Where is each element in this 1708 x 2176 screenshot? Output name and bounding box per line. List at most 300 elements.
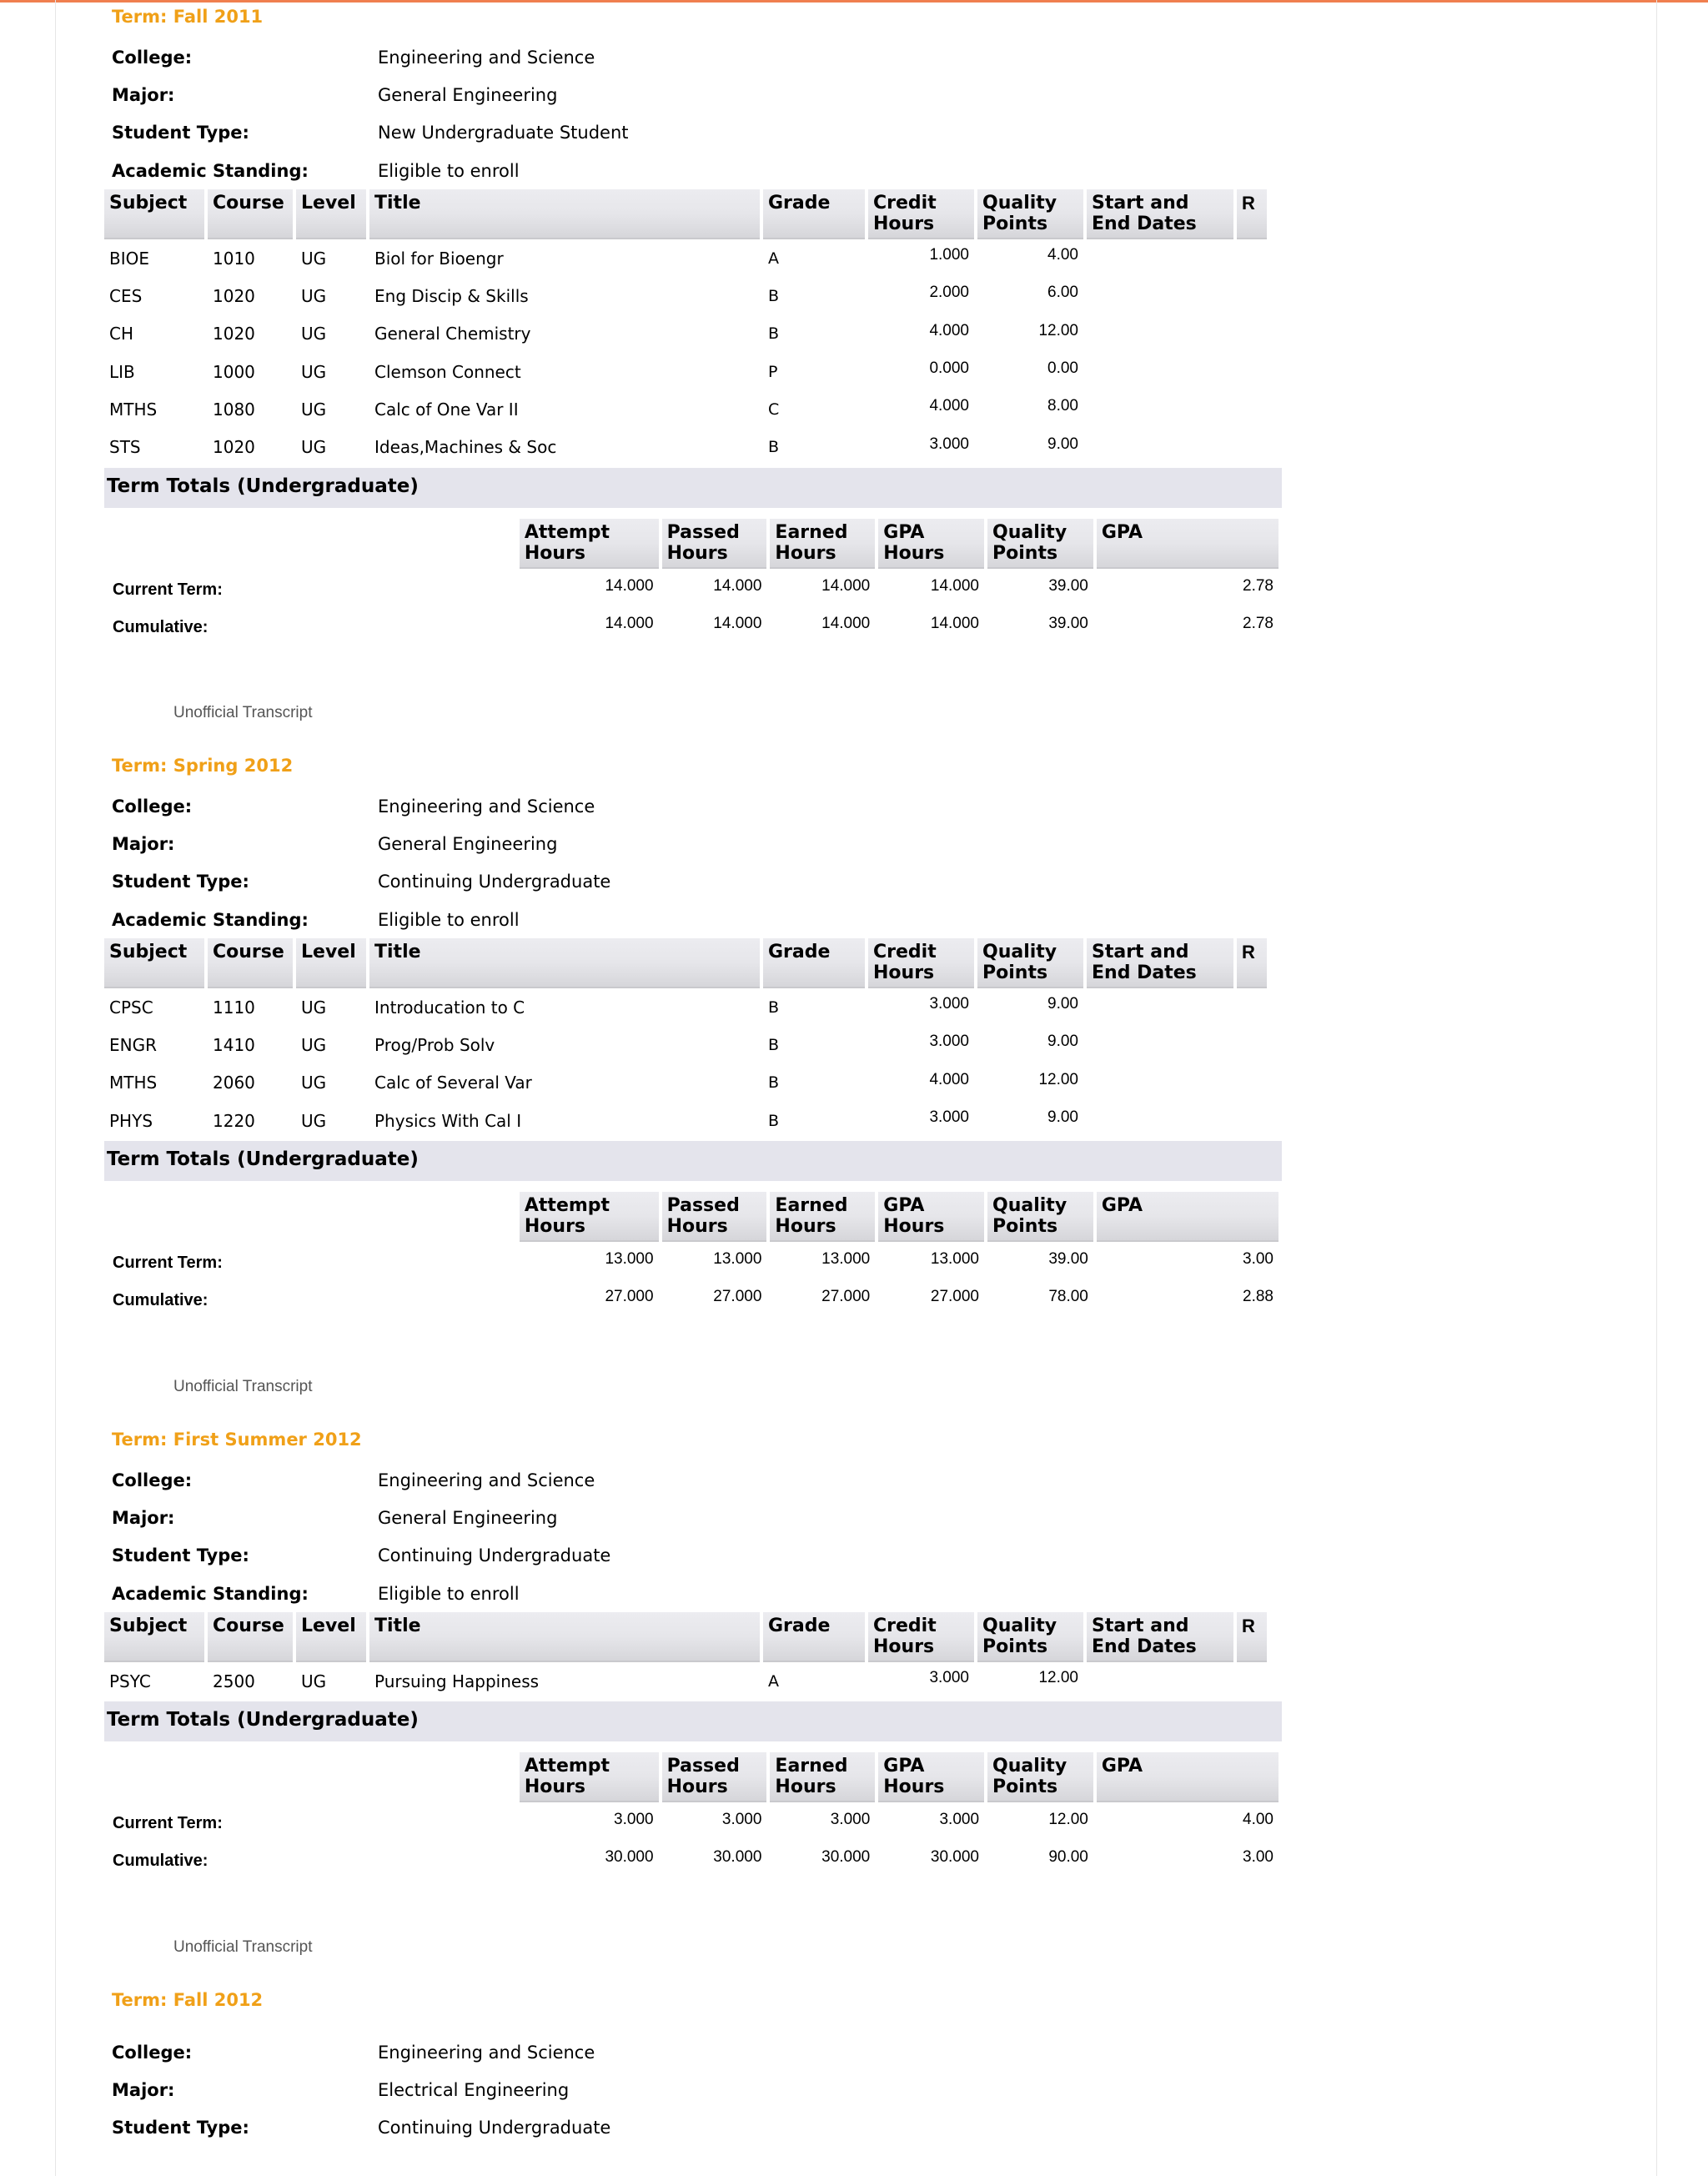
header-text: Passed [666,1195,740,1217]
info-label: Academic Standing: [112,1583,309,1604]
unofficial-transcript-note: Unofficial Transcript [173,1378,313,1395]
info-label: Major: [112,1507,175,1528]
totals-header-blank [104,1752,516,1802]
cell-quality: 12.00 [1038,321,1078,339]
cell-grade: C [768,400,780,420]
col-header-grade [763,189,865,239]
unofficial-transcript-note: Unofficial Transcript [173,704,313,721]
header-text: Hours [873,1636,935,1658]
header-text: Hours [883,1216,945,1238]
cell-course: 2060 [213,1073,255,1093]
info-value: General Engineering [378,833,558,854]
totals-row-label: Cumulative: [113,1852,208,1871]
header-text: Grade [768,942,831,963]
header-text: Level [301,193,356,214]
totals-attempt: 30.000 [605,1848,654,1867]
cell-grade: A [768,249,779,268]
totals-row-label: Cumulative: [113,1291,208,1310]
term-totals-heading: Term Totals (Undergraduate) [104,468,1282,508]
cell-empty [1237,239,1267,277]
cell-level: UG [301,1110,327,1131]
term-title: Term: Spring 2012 [112,756,294,776]
info-row-student-type [104,114,1282,152]
info-row-student-type [104,1537,1282,1575]
cell-course: 1000 [213,361,255,382]
header-text: Hours [775,1776,836,1798]
header-text: Earned [775,521,848,543]
info-label: Student Type: [112,2118,249,2138]
cell-subject: MTHS [109,400,158,420]
term-totals-heading: Term Totals (Undergraduate) [104,1701,1282,1741]
header-text: Level [301,1616,356,1637]
header-text: Hours [524,1776,586,1798]
col-header-course [208,938,293,988]
totals-attempt: 14.000 [605,576,654,595]
cell-grade: P [768,362,778,381]
header-text: Points [992,542,1058,564]
info-value: Continuing Undergraduate [378,2118,611,2138]
col-header-level [296,1612,366,1662]
totals-gpa-hours: 27.000 [930,1288,980,1306]
col-header-level [296,938,366,988]
header-text: End Dates [1092,214,1197,235]
info-value: General Engineering [378,84,558,105]
term-totals-table [101,1752,1282,1877]
totals-col-earned [770,519,875,569]
cell-quality: 9.00 [1047,435,1078,453]
header-text: End Dates [1092,1636,1197,1658]
info-row-major [104,1499,1282,1536]
header-text: Points [992,1776,1058,1798]
totals-col-attempt [520,1192,659,1242]
term-section [104,1983,1282,2147]
totals-col-quality [987,1192,1093,1242]
totals-gpa: 2.88 [1243,1288,1273,1306]
totals-passed: 13.000 [713,1250,762,1269]
cell-level: UG [301,400,327,420]
header-text: Passed [666,521,740,543]
cell-level: UG [301,361,327,382]
cell-grade: B [768,1111,780,1130]
totals-attempt: 14.000 [605,614,654,632]
info-row-major [104,2071,1282,2108]
totals-gpa: 2.78 [1243,576,1273,595]
col-header-r [1237,1612,1267,1662]
cell-title: Pursuing Happiness [374,1671,540,1691]
col-header-grade [763,1612,865,1662]
header-text: Points [982,214,1048,235]
cell-empty [1087,277,1233,314]
header-text: Quality [992,521,1068,543]
cell-title: Clemson Connect [374,361,521,382]
cell-course: 1410 [213,1035,255,1056]
cell-quality: 6.00 [1047,284,1078,302]
totals-col-passed [662,1192,767,1242]
info-row-academic-standing [104,152,1282,189]
cell-grade: B [768,324,780,344]
course-row [104,315,1267,353]
totals-gpa: 2.78 [1243,614,1273,632]
course-table [101,938,1270,1139]
totals-row-label: Cumulative: [113,617,208,636]
cell-title: Ideas,Machines & Soc [374,437,557,458]
header-text: Hours [524,1216,586,1238]
cell-empty [1087,1064,1233,1102]
cell-title: Calc of Several Var [374,1073,532,1093]
course-row [104,239,1267,277]
totals-passed: 27.000 [713,1288,762,1306]
cell-empty [1237,353,1267,390]
info-value: General Engineering [378,1507,558,1528]
cell-grade: B [768,438,780,457]
cell-title: Calc of One Var II [374,400,519,420]
cell-title: Prog/Prob Solv [374,1035,495,1056]
cell-subject: MTHS [109,1073,158,1093]
cell-empty [1237,988,1267,1026]
col-header-grade [763,938,865,988]
info-label: Student Type: [112,872,249,892]
totals-gpa-hours: 14.000 [930,576,980,595]
col-header-subject [104,189,204,239]
header-text: R [1242,1616,1255,1637]
cell-empty [1237,1662,1267,1700]
cell-quality: 9.00 [1047,1108,1078,1127]
term-title: Term: First Summer 2012 [112,1430,362,1450]
header-text: GPA [1101,1195,1143,1217]
header-text: Grade [768,193,831,214]
header-text: Hours [666,1216,728,1238]
header-text: Quality [992,1195,1068,1217]
info-row-college [104,1461,1282,1499]
totals-header-row [104,1752,1278,1802]
totals-col-earned [770,1192,875,1242]
term-section [104,1423,1282,1877]
cell-credit: 4.000 [929,1070,969,1088]
info-value: New Undergraduate Student [378,123,629,143]
totals-quality: 39.00 [1048,1250,1088,1269]
totals-col-quality [987,1752,1093,1802]
header-text: Start and [1092,193,1189,214]
cell-level: UG [301,1671,327,1691]
col-header-dates [1087,1612,1233,1662]
cell-level: UG [301,286,327,307]
info-label: College: [112,47,193,68]
course-row [104,1064,1267,1102]
header-text: Points [982,1636,1048,1658]
totals-gpa: 3.00 [1243,1250,1273,1269]
cell-course: 1020 [213,437,255,458]
cell-quality: 12.00 [1038,1669,1078,1687]
totals-col-passed [662,1752,767,1802]
totals-row-label: Current Term: [113,1814,223,1833]
info-row-college [104,787,1282,825]
term-section [104,749,1282,1317]
header-text: R [1242,942,1255,963]
totals-gpa-hours: 14.000 [930,614,980,632]
col-header-quality [977,189,1083,239]
cell-subject: BIOE [109,248,149,269]
totals-attempt: 27.000 [605,1288,654,1306]
totals-earned: 30.000 [821,1848,871,1867]
cell-empty [1087,1026,1233,1063]
totals-passed: 14.000 [713,576,762,595]
totals-col-attempt [520,1752,659,1802]
cell-quality: 9.00 [1047,1033,1078,1051]
cell-credit: 3.000 [929,1669,969,1687]
info-row-student-type [104,863,1282,901]
info-row-academic-standing [104,1575,1282,1612]
col-header-title [369,1612,760,1662]
cell-empty [1237,1064,1267,1102]
totals-earned: 14.000 [821,576,871,595]
totals-row-cumulative [104,606,1278,644]
course-header-row [104,938,1267,988]
course-header-row [104,189,1267,239]
header-text: Points [992,1216,1058,1238]
header-text: Credit [873,1616,937,1637]
cell-course: 2500 [213,1671,255,1691]
totals-row-current [104,1802,1278,1840]
col-header-subject [104,938,204,988]
term-section [104,0,1282,644]
header-text: Quality [992,1756,1068,1777]
info-row-college [104,2033,1282,2071]
cell-empty [1237,1026,1267,1063]
cell-quality: 0.00 [1047,359,1078,378]
totals-gpa: 3.00 [1243,1848,1273,1867]
course-row [104,988,1267,1026]
cell-title: General Chemistry [374,324,531,344]
term-totals-heading: Term Totals (Undergraduate) [104,1141,1282,1181]
totals-row-current [104,1242,1278,1279]
info-label: College: [112,796,193,817]
cell-level: UG [301,1073,327,1093]
header-text: Credit [873,942,937,963]
cell-quality: 8.00 [1047,397,1078,415]
term-title: Term: Fall 2011 [112,7,264,27]
header-text: GPA [883,1756,925,1777]
info-value: Continuing Undergraduate [378,872,611,892]
cell-level: UG [301,437,327,458]
info-row-major [104,825,1282,862]
cell-subject: CPSC [109,997,153,1018]
course-row [104,277,1267,314]
term-totals-table [101,519,1282,644]
cell-grade: B [768,287,780,306]
totals-earned: 27.000 [821,1288,871,1306]
header-text: Quality [982,193,1057,214]
totals-quality: 78.00 [1048,1288,1088,1306]
totals-passed: 30.000 [713,1848,762,1867]
col-header-course [208,1612,293,1662]
col-header-subject [104,1612,204,1662]
cell-credit: 4.000 [929,321,969,339]
info-row-major [104,76,1282,113]
totals-earned: 13.000 [821,1250,871,1269]
totals-col-gpa [1097,1752,1278,1802]
cell-course: 1010 [213,248,255,269]
cell-level: UG [301,324,327,344]
info-label: Student Type: [112,1545,249,1566]
totals-quality: 12.00 [1048,1811,1088,1829]
totals-quality: 39.00 [1048,576,1088,595]
totals-col-quality [987,519,1093,569]
header-text: Hours [666,1776,728,1798]
header-text: GPA [883,1195,925,1217]
header-text: Hours [873,962,935,984]
header-text: Start and [1092,1616,1189,1637]
totals-gpa-hours: 3.000 [939,1811,980,1829]
cell-credit: 2.000 [929,284,969,302]
header-text: Hours [883,542,945,564]
info-label: College: [112,2042,193,2063]
cell-grade: B [768,1036,780,1055]
col-header-credit [868,938,974,988]
cell-level: UG [301,1035,327,1056]
header-text: Attempt [524,521,610,543]
course-table [101,189,1270,466]
header-text: Course [213,942,284,963]
cell-level: UG [301,248,327,269]
cell-empty [1237,429,1267,466]
totals-row-label: Current Term: [113,580,223,599]
course-header-row [104,1612,1267,1662]
cell-quality: 9.00 [1047,995,1078,1013]
col-header-level [296,189,366,239]
totals-gpa-hours: 13.000 [930,1250,980,1269]
info-row-student-type [104,2109,1282,2147]
col-header-title [369,189,760,239]
cell-course: 1020 [213,286,255,307]
header-text: Start and [1092,942,1189,963]
header-text: Subject [109,942,188,963]
info-value: Engineering and Science [378,1470,595,1490]
col-header-quality [977,938,1083,988]
totals-gpa: 4.00 [1243,1811,1273,1829]
totals-col-passed [662,519,767,569]
col-header-dates [1087,189,1233,239]
col-header-r [1237,938,1267,988]
header-text: Hours [666,542,728,564]
header-text: Title [374,193,421,214]
cell-title: Physics With Cal I [374,1110,522,1131]
col-header-credit [868,189,974,239]
unofficial-transcript-note: Unofficial Transcript [173,1938,313,1956]
totals-col-gpa [1097,1192,1278,1242]
totals-col-gpa [1097,519,1278,569]
cell-course: 1220 [213,1110,255,1131]
cell-subject: PSYC [109,1671,151,1691]
term-info [104,2033,1282,2147]
header-text: Hours [883,1776,945,1798]
cell-empty [1087,239,1233,277]
header-text: Attempt [524,1756,610,1777]
totals-gpa-hours: 30.000 [930,1848,980,1867]
cell-empty [1087,1102,1233,1139]
cell-empty [1087,1662,1233,1700]
course-row [104,353,1267,390]
cell-subject: PHYS [109,1110,153,1131]
cell-subject: LIB [109,361,135,382]
totals-col-gpa-hours [878,1192,984,1242]
info-label: Academic Standing: [112,160,309,181]
header-text: R [1242,193,1255,214]
col-header-title [369,938,760,988]
cell-credit: 4.000 [929,397,969,415]
info-label: Major: [112,833,175,854]
cell-empty [1237,1102,1267,1139]
totals-col-gpa-hours [878,1752,984,1802]
totals-col-earned [770,1752,875,1802]
cell-grade: A [768,1671,779,1691]
term-info [104,1461,1282,1612]
header-text: End Dates [1092,962,1197,984]
totals-header-row [104,1192,1278,1242]
cell-credit: 3.000 [929,1033,969,1051]
info-label: Academic Standing: [112,909,309,930]
cell-credit: 0.000 [929,359,969,378]
header-text: Subject [109,193,188,214]
header-text: Subject [109,1616,188,1637]
cell-subject: STS [109,437,141,458]
course-row [104,1102,1267,1139]
totals-header-row [104,519,1278,569]
totals-attempt: 3.000 [614,1811,654,1829]
header-text: Points [982,962,1048,984]
info-value: Engineering and Science [378,796,595,817]
header-text: Title [374,1616,421,1637]
cell-empty [1237,315,1267,353]
cell-title: Biol for Bioengr [374,248,504,269]
cell-empty [1237,277,1267,314]
cell-course: 1020 [213,324,255,344]
header-text: GPA [883,521,925,543]
header-text: Level [301,942,356,963]
col-header-credit [868,1612,974,1662]
header-text: Course [213,1616,284,1637]
totals-quality: 90.00 [1048,1848,1088,1867]
cell-subject: ENGR [109,1035,157,1056]
totals-passed: 3.000 [721,1811,762,1829]
header-text: Quality [982,942,1057,963]
header-text: GPA [1101,1756,1143,1777]
totals-header-blank [104,519,516,569]
cell-level: UG [301,997,327,1018]
totals-row-cumulative [104,1840,1278,1877]
col-header-r [1237,189,1267,239]
term-totals-table [101,1192,1282,1317]
header-text: Credit [873,193,937,214]
cell-credit: 3.000 [929,435,969,453]
cell-subject: CH [109,324,134,344]
cell-empty [1087,429,1233,466]
cell-empty [1087,988,1233,1026]
info-value: Eligible to enroll [378,160,520,181]
header-text: Hours [524,542,586,564]
totals-passed: 14.000 [713,614,762,632]
totals-row-label: Current Term: [113,1254,223,1273]
totals-attempt: 13.000 [605,1250,654,1269]
cell-course: 1080 [213,400,255,420]
course-row [104,1026,1267,1063]
info-value: Eligible to enroll [378,909,520,930]
col-header-dates [1087,938,1233,988]
cell-empty [1087,390,1233,428]
info-value: Engineering and Science [378,2042,595,2063]
term-title: Term: Fall 2012 [112,1990,264,2010]
header-text: Quality [982,1616,1057,1637]
totals-col-attempt [520,519,659,569]
